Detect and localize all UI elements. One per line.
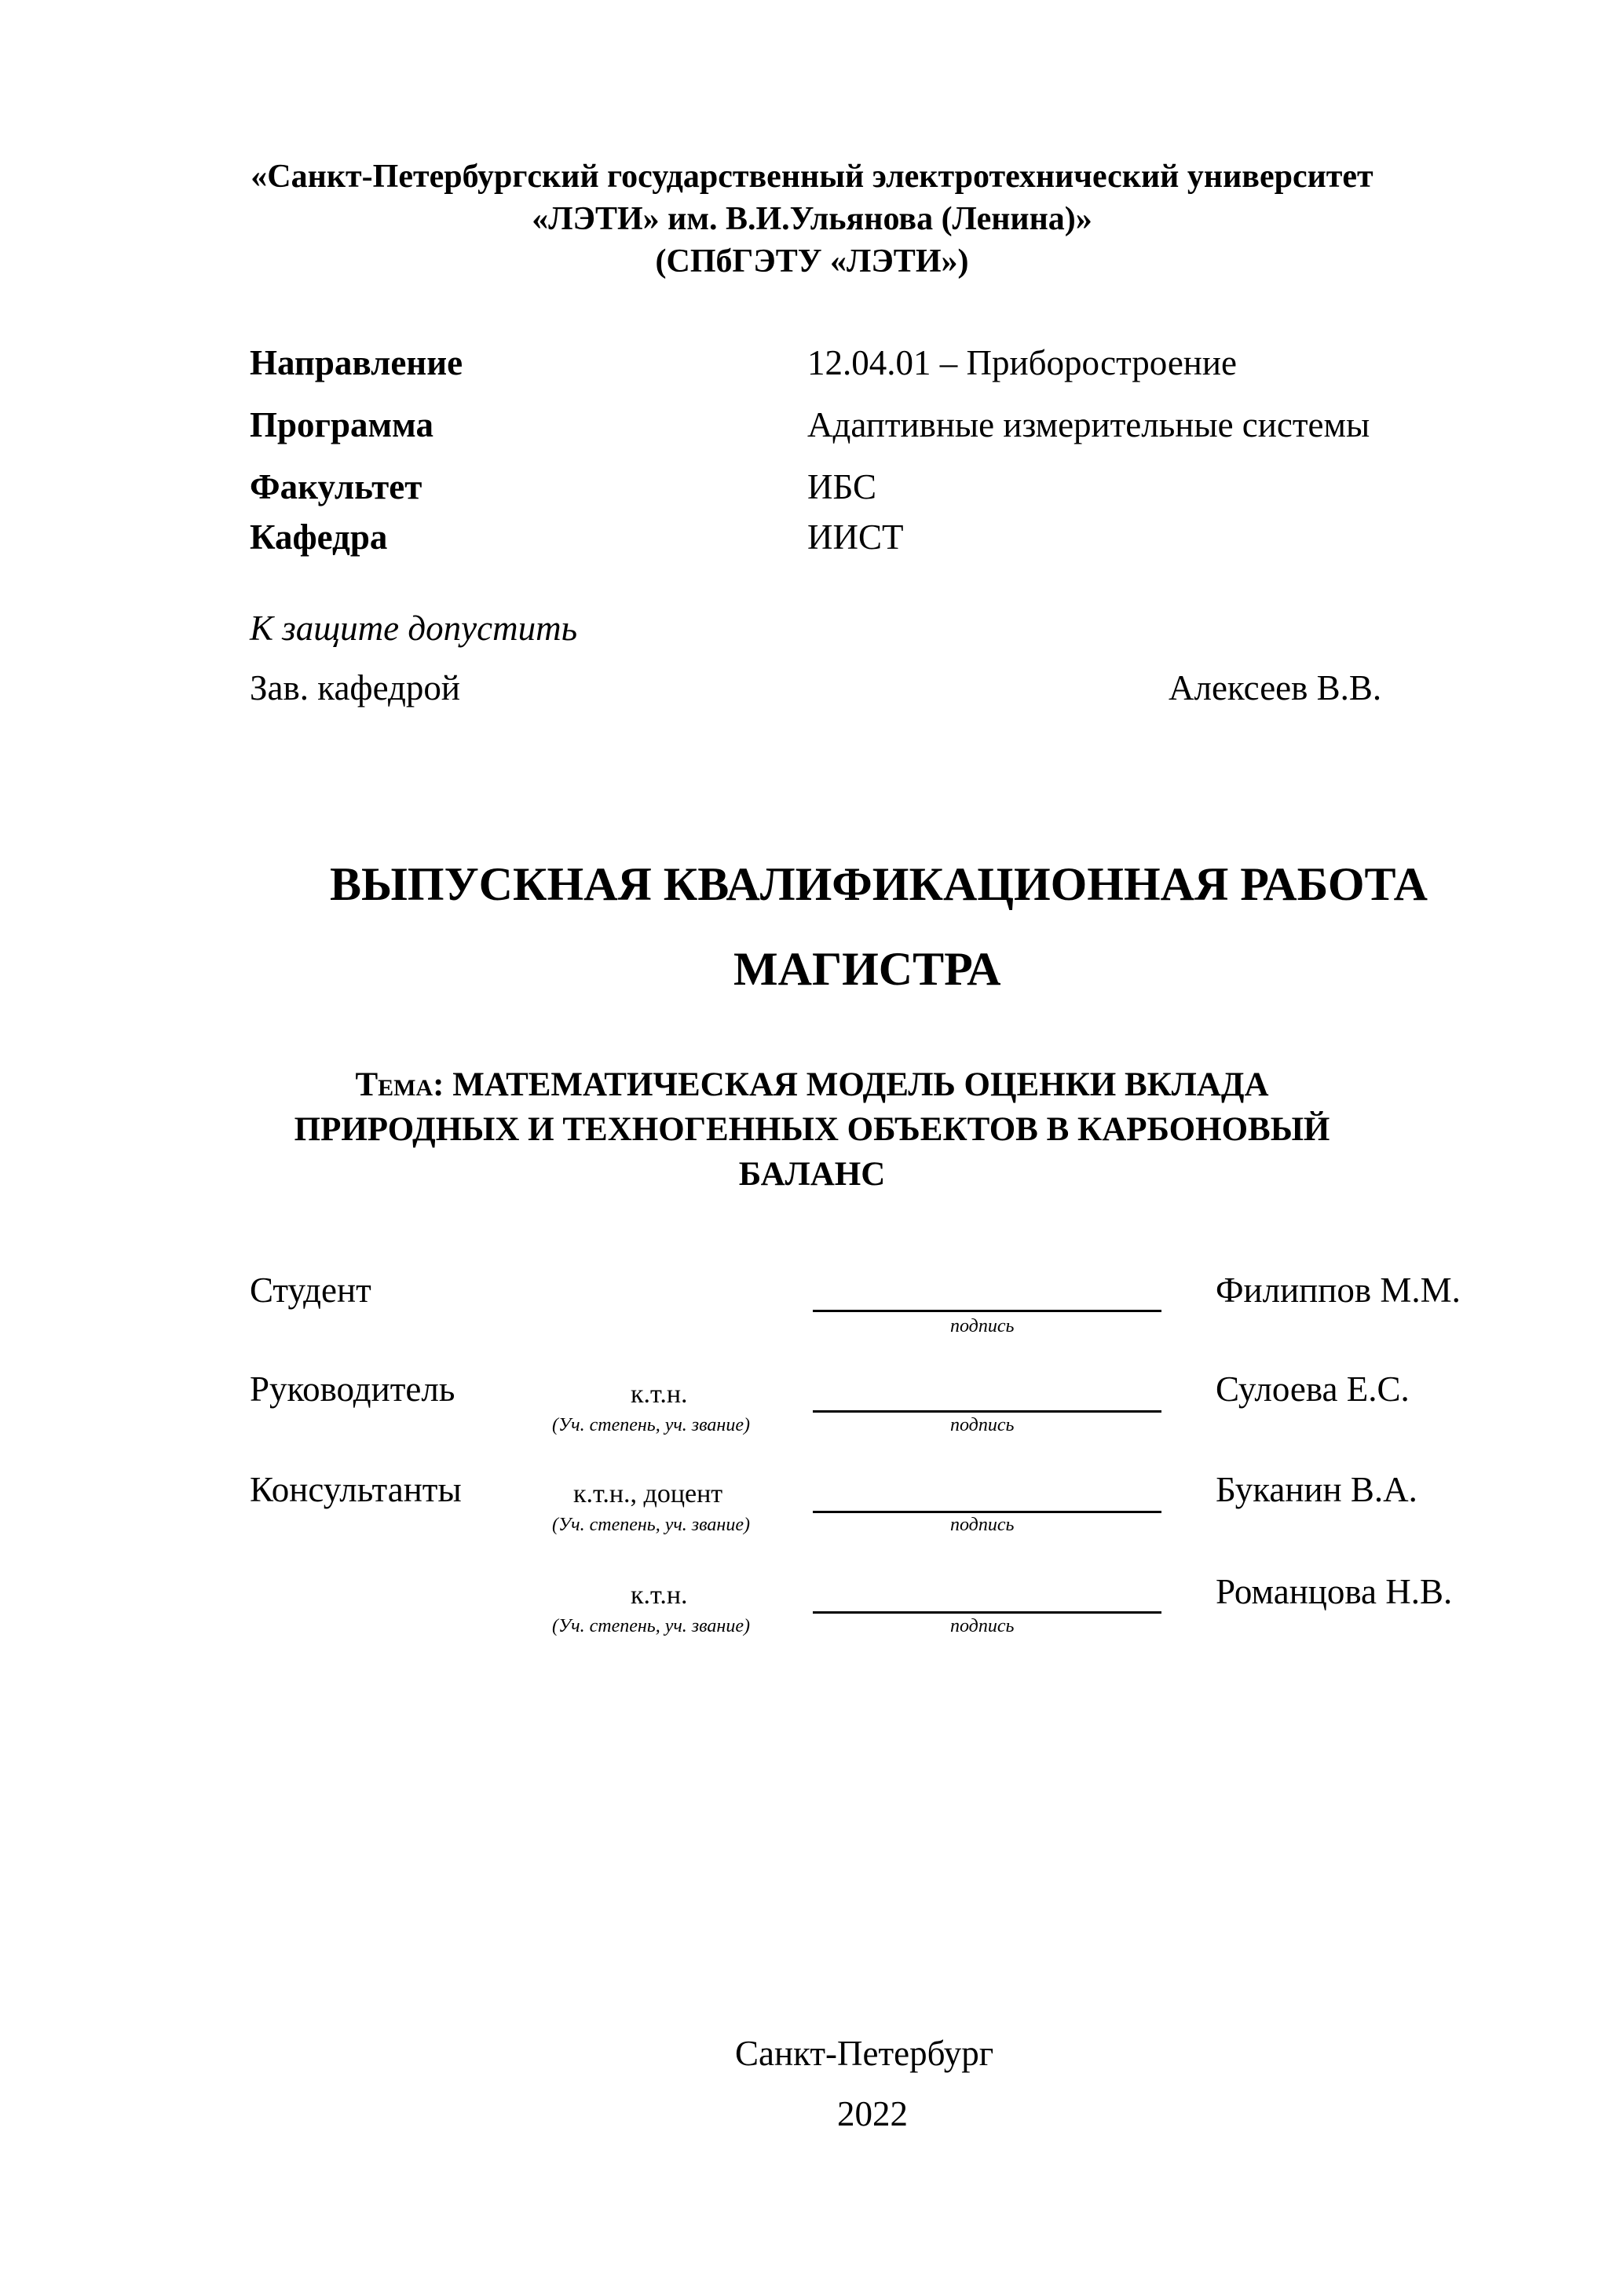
topic-text-line1: МАТЕМАТИЧЕСКАЯ МОДЕЛЬ ОЦЕНКИ ВКЛАДА — [444, 1066, 1269, 1103]
student-name: Филиппов М.М. — [1216, 1270, 1461, 1310]
department-value: ИИСТ — [807, 517, 904, 557]
supervisor-degree: к.т.н. — [631, 1380, 688, 1409]
program-value: Адаптивные измерительные системы — [807, 405, 1370, 444]
consultant1-signature-hint: подпись — [950, 1515, 1015, 1535]
topic-line3: БАЛАНС — [738, 1156, 886, 1193]
department-label: Кафедра — [250, 517, 388, 557]
student-signature-hint: подпись — [950, 1316, 1015, 1336]
supervisor-signature-line — [813, 1410, 1161, 1413]
supervisor-name: Сулоева Е.С. — [1216, 1369, 1410, 1409]
consultant1-name: Буканин В.А. — [1216, 1470, 1417, 1509]
topic-line1 — [0, 1062, 1624, 1108]
student-role: Студент — [250, 1270, 371, 1310]
work-title-line1: ВЫПУСКНАЯ КВАЛИФИКАЦИОННАЯ РАБОТА — [330, 858, 1428, 910]
program-label: Программа — [250, 405, 433, 444]
approval-caption: К защите допустить — [250, 609, 578, 648]
consultant2-degree: к.т.н. — [631, 1581, 688, 1610]
topic-colon: : — [433, 1066, 444, 1103]
consultant2-degree-hint: (Уч. степень, уч. звание) — [552, 1616, 750, 1636]
faculty-value: ИБС — [807, 467, 877, 506]
direction-value: 12.04.01 – Приборостроение — [807, 343, 1237, 382]
consultant1-degree: к.т.н., доцент — [573, 1479, 723, 1508]
university-name-line1: «Санкт-Петербургский государственный электротехнический университет — [251, 159, 1373, 195]
supervisor-role: Руководитель — [250, 1369, 455, 1409]
supervisor-signature-hint: подпись — [950, 1415, 1015, 1435]
supervisor-degree-hint: (Уч. степень, уч. звание) — [552, 1415, 750, 1435]
consultant2-signature-hint: подпись — [950, 1616, 1015, 1636]
direction-label: Направление — [250, 343, 463, 382]
consultants-role: Консультанты — [250, 1470, 462, 1509]
footer-year: 2022 — [837, 2094, 908, 2133]
student-signature-line — [813, 1310, 1161, 1312]
approval-name: Алексеев В.В. — [1169, 668, 1382, 707]
university-name-line2: «ЛЭТИ» им. В.И.Ульянова (Ленина)» — [532, 201, 1092, 237]
work-title-line2: МАГИСТРА — [733, 943, 1001, 995]
topic-prefix: Тема — [355, 1066, 433, 1103]
topic-line2: ПРИРОДНЫХ И ТЕХНОГЕННЫХ ОБЪЕКТОВ В КАРБОНОВЫЙ — [294, 1111, 1330, 1148]
consultant1-signature-line — [813, 1511, 1161, 1513]
approval-role: Зав. кафедрой — [250, 668, 460, 707]
consultant2-name: Романцова Н.В. — [1216, 1572, 1453, 1611]
faculty-label: Факультет — [250, 467, 422, 506]
consultant2-signature-line — [813, 1611, 1161, 1614]
university-abbreviation: (СПбГЭТУ «ЛЭТИ») — [655, 243, 969, 280]
footer-city: Санкт-Петербург — [735, 2034, 994, 2073]
consultant1-degree-hint: (Уч. степень, уч. звание) — [552, 1515, 750, 1535]
